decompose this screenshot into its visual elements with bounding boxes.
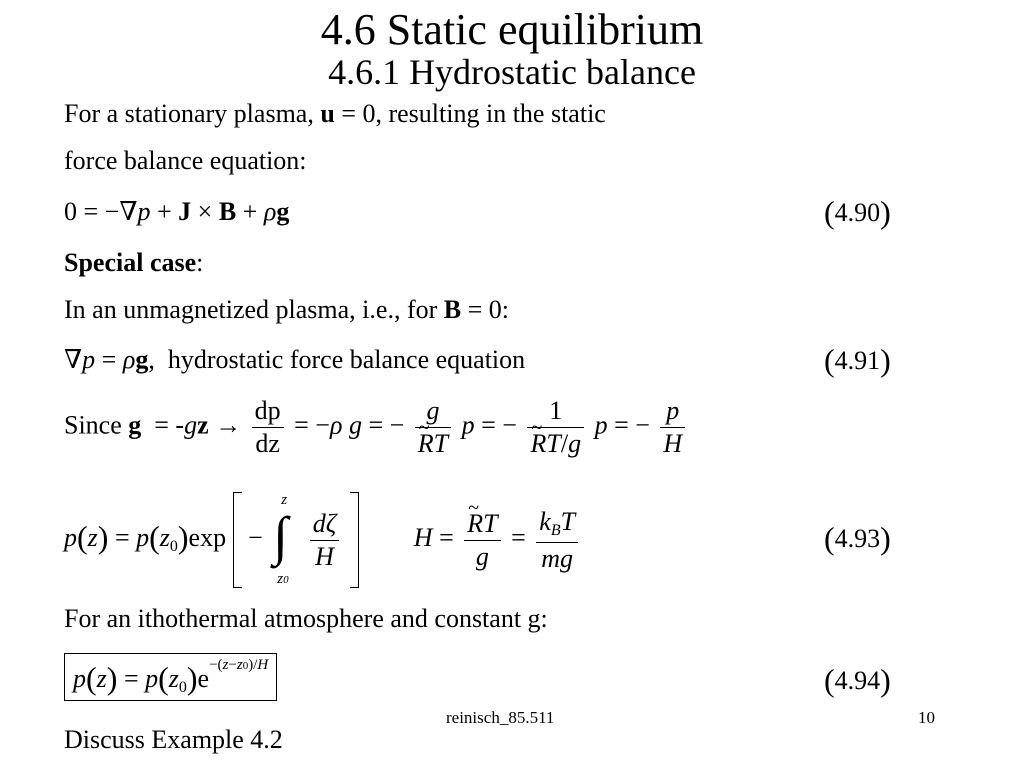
footer-author: reinisch_85.511 (446, 708, 555, 727)
right-bracket (350, 492, 359, 588)
p-over-h-fraction: $\frac{p}{H}$ (660, 398, 685, 457)
equation-4-90: 0 = −∇p + J × B + ρg (64, 197, 290, 226)
equation-4-94-boxed: $p(z) = p(z_0)e^{-(z-z0)/H}$ (64, 653, 277, 701)
slide-title: 4.6 Static equilibrium (320, 5, 704, 54)
intro-line-1 (64, 101, 606, 127)
since-equation: Since g = -gz → $\frac{dp}{dz}$ = −ρ g = − g ~ RT p = − 1 ~ RT/g p = − $\frac{p}{H}$ (64, 398, 689, 457)
u-zero-math: u = 0, (320, 99, 382, 128)
intro-text-a: For a stationary plasma, (64, 99, 314, 128)
special-case-label: Special case (64, 248, 197, 277)
left-bracket (233, 492, 242, 588)
equation-number-4-94: (4.94) (824, 662, 891, 698)
kbt-over-mg-fraction: $\frac{k_BT}{mg}$ (536, 509, 578, 572)
discuss-example-text: Discuss Example 4.2 (64, 725, 283, 754)
unmagnetized-line: In an unmagnetized plasma, i.e., for B = 0: (64, 295, 509, 324)
exp-text: exp (188, 522, 227, 552)
minus-sign: − (248, 522, 263, 552)
intro-text-b: resulting in the static (388, 99, 606, 128)
equation-number-4-90: (4.90) (824, 194, 891, 230)
since-label: Since (64, 410, 122, 440)
equation-number-4-91: (4.91) (824, 342, 891, 378)
slide-subtitle: 4.6.1 Hydrostatic balance (328, 52, 696, 92)
footer-page-number: 10 (918, 708, 935, 727)
isothermal-text: For an ithothermal atmosphere and constant g: (64, 604, 548, 633)
g-over-rt-fraction: g ~ RT (415, 398, 451, 457)
rt-over-g-fraction: ~ $\frac{RT}{g}$ (464, 511, 500, 570)
intro-line-2: force balance equation: (64, 146, 307, 175)
one-over-rt-g-fraction: 1 ~ RT/g (527, 398, 584, 457)
dp-dz-fraction: $\frac{dp}{dz}$ (252, 398, 284, 457)
e-text: e (197, 664, 210, 693)
integral-symbol: z ∫ z0 (273, 492, 289, 587)
special-case-heading: Special case: (64, 248, 204, 277)
unmagnetized-text: In an unmagnetized plasma, i.e., for (64, 295, 438, 324)
equation-4-93: $p(z) = p(z_0)\exp$ − z ∫ z0 $\frac{d\zeta}{H}$ H = ~ $\frac{RT}{g}$ = $\frac{k_BT}{mg}$ (64, 492, 582, 588)
equation-4-91: ∇p = ρg, hydrostatic force balance equation (64, 345, 526, 374)
equation-number-4-93: (4.93) (824, 520, 891, 556)
dzeta-over-h-fraction: $\frac{d\zeta}{H}$ (310, 511, 340, 570)
hydrostatic-text: hydrostatic force balance equation (167, 345, 526, 374)
